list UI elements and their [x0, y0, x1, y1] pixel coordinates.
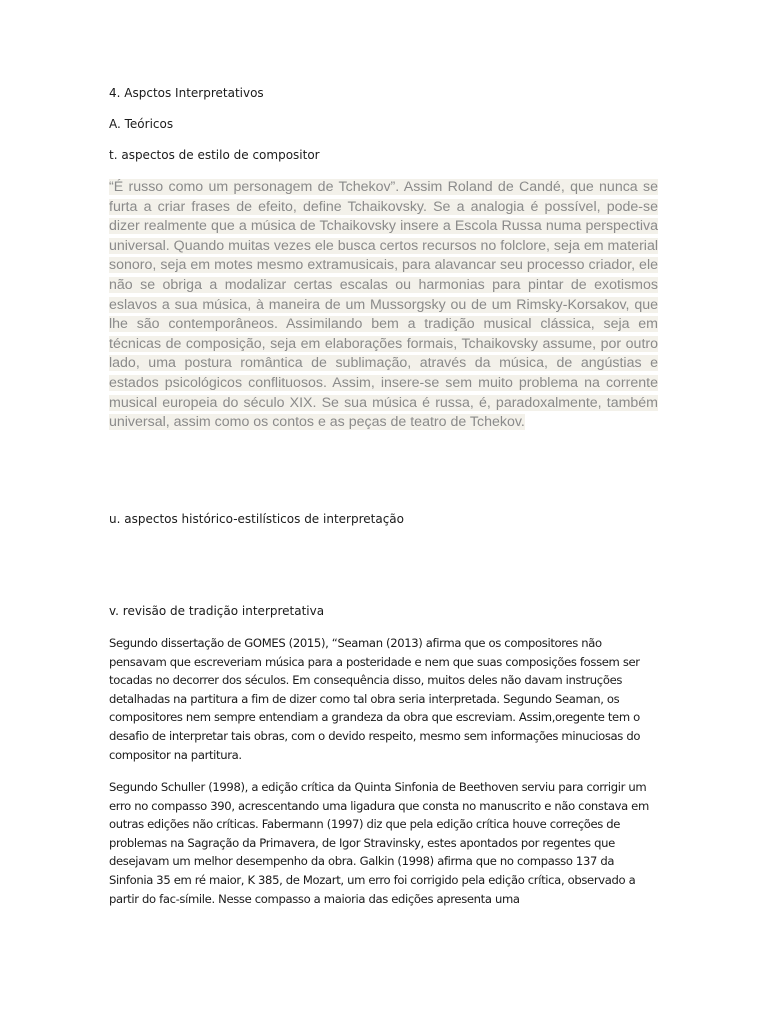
item-heading-estilo: t. aspectos de estilo de compositor [109, 148, 320, 162]
subsection-heading-teoricos: A. Teóricos [109, 117, 174, 131]
highlighted-quote [109, 178, 658, 433]
paragraph-gomes: Segundo dissertação de GOMES (2015), “Seaman (2013) afirma que os compositores não pensavam que escreveriam música para a posteridade e nem que suas composições fossem ser tocadas no decorrer dos séculos. Em consequência disso, muitos deles não davam instruções detalhadas na partitura a fim de dizer como tal obra seria interpretada. Segundo Seaman, os compositores nem sempre entendiam a grandeza da obra que escreviam. Assim,oregente tem o desafio de interpretar tais obras, com o devido respeito, mesmo sem informações minuciosas do compositor na partitura. [109, 636, 641, 762]
section-heading: 4. Aspctos Interpretativos [109, 86, 264, 100]
item-heading-revisao: v. revisão de tradição interpretativa [109, 604, 325, 618]
quote-text: “É russo como um personagem de Tchekov”. Assim Roland de Candé, que nunca se furta a criar frases de efeito, define Tchaikovsky. Se a analogia é possível, pode-se dizer realmente que a música de Tchaikovsky insere a Escola Russa numa perspectiva universal. Quando muitas vezes ele busca certos recursos no folclore, seja em material sonoro, seja em motes mesmo extramusicais, para alavancar seu processo criador, ele não se obriga a modalizar certas escalas ou harmonias para pintar de exotismos eslavos a sua música, à maneira de um Mussorgsky ou de um Rimsky-Korsakov, que lhe são contemporâneos. Assimilando bem a tradição musical clássica, seja em técnicas de composição, seja em elaborações formais, Tchaikovsky assume, por outro lado, uma postura romântica de sublimação, através da música, de angústias e estados psicológicos conflituosos. Assim, insere-se sem muito problema na corrente musical europeia do século XIX. Se sua música é russa, é, paradoxalmente, também universal, assim como os contos e as peças de teatro de Tchekov. [109, 179, 658, 431]
item-heading-historico: u. aspectos histórico-estilísticos de interpretação [109, 512, 404, 526]
paragraph-schuller: Segundo Schuller (1998), a edição crítica da Quinta Sinfonia de Beethoven serviu para corrigir um erro no compasso 390, acrescentando uma ligadura que consta no manuscrito e não constava em outras edições não críticas. Fabermann (1997) diz que pela edição crítica houve correções de problemas na Sagração da Primavera, de Igor Stravinsky, estes apontados por regentes que desejavam um melhor desempenho da obra. Galkin (1998) afirma que no compasso 137 da Sinfonia 35 em ré maior, K 385, de Mozart, um erro foi corrigido pela edição crítica, observado a partir do fac-símile. Nesse compasso a maioria das edições apresenta uma [109, 780, 649, 906]
